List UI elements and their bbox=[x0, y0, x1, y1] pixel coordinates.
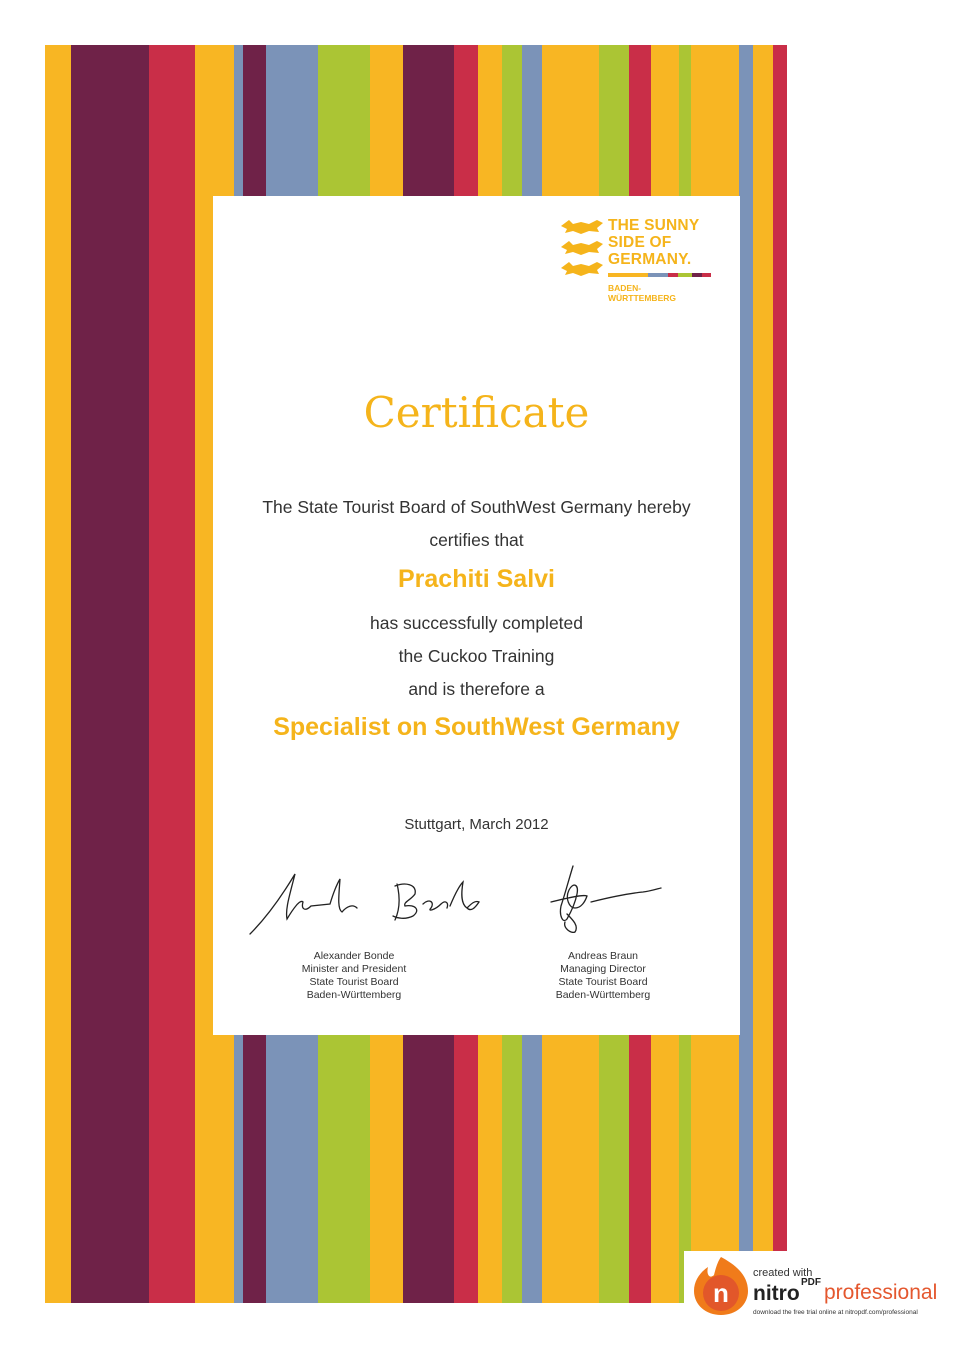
therefore-line: and is therefore a bbox=[408, 679, 545, 699]
logo-color-bar bbox=[608, 273, 711, 277]
pdf-superscript: PDF bbox=[801, 1277, 821, 1288]
certificate-title: Certificate bbox=[363, 388, 590, 437]
logo-region-1: BADEN- bbox=[608, 283, 642, 293]
svg-text:n: n bbox=[713, 1278, 729, 1308]
stripe bbox=[739, 45, 753, 1303]
baden-wuerttemberg-logo bbox=[559, 216, 719, 311]
signature-bonde bbox=[245, 864, 485, 939]
stripe bbox=[773, 45, 787, 1303]
signatory-name: Alexander Bonde bbox=[313, 950, 395, 962]
download-link-text[interactable]: download the free trial online at nitropdf.com/professional bbox=[753, 1309, 918, 1316]
nitro-brand: nitro bbox=[753, 1282, 800, 1305]
logo-bar-segment bbox=[668, 273, 678, 277]
three-lions-icon bbox=[559, 216, 605, 278]
signatory-region: Baden-Württemberg bbox=[306, 989, 402, 1001]
signatory-bonde bbox=[254, 950, 454, 1002]
logo-bar-segment bbox=[648, 273, 668, 277]
logo-bar-segment bbox=[632, 273, 648, 277]
logo-line-1: THE SUNNY bbox=[608, 217, 700, 234]
signatory-region: Baden-Württemberg bbox=[555, 989, 651, 1001]
signatory-role: Minister and President bbox=[301, 963, 407, 975]
stripe bbox=[753, 45, 773, 1303]
signatory-braun bbox=[503, 950, 703, 1002]
logo-bar-segment bbox=[702, 273, 711, 277]
completion-line: has successfully completed bbox=[369, 613, 584, 633]
signatory-org: State Tourist Board bbox=[309, 976, 399, 988]
signatory-org: State Tourist Board bbox=[558, 976, 648, 988]
logo-line-3: GERMANY. bbox=[608, 251, 692, 268]
nitro-flame-logo-icon bbox=[688, 1253, 754, 1319]
nitro-watermark bbox=[684, 1251, 956, 1321]
signature-braun bbox=[533, 864, 673, 939]
place-date: Stuttgart, March 2012 bbox=[404, 816, 549, 833]
designation: Specialist on SouthWest Germany bbox=[273, 713, 680, 741]
logo-bar-segment bbox=[608, 273, 632, 277]
intro-line-1: The State Tourist Board of SouthWest Germany hereby bbox=[262, 497, 691, 517]
logo-line-2: SIDE OF bbox=[608, 234, 672, 251]
signatory-name: Andreas Braun bbox=[567, 950, 639, 962]
stripe bbox=[71, 45, 149, 1303]
logo-region-2: WÜRTTEMBERG bbox=[608, 293, 676, 303]
signatory-role: Managing Director bbox=[560, 963, 646, 975]
recipient-name: Prachiti Salvi bbox=[397, 565, 556, 593]
intro-line-2: certifies that bbox=[429, 530, 524, 550]
training-line: the Cuckoo Training bbox=[398, 646, 555, 666]
stripe bbox=[45, 45, 71, 1303]
stripe bbox=[149, 45, 195, 1303]
certificate-card bbox=[213, 196, 740, 1035]
created-with-label: created with bbox=[753, 1267, 813, 1279]
edition-label: professional bbox=[824, 1281, 938, 1304]
logo-bar-segment bbox=[692, 273, 702, 277]
logo-bar-segment bbox=[678, 273, 692, 277]
